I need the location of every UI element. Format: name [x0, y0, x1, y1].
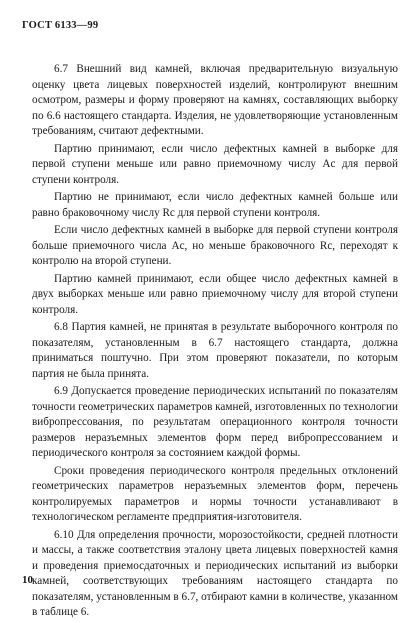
document-header: ГОСТ 6133—99	[22, 20, 99, 31]
paragraph-6-7: 6.7 Внешний вид камней, включая предварительную визуальную оценку цвета лицевых поверхностей изделий, контролируют внешним осмотром, размеры и форму проверяют на камнях, составляющих выборку по 6.6 настоящего стандарта. Изделия, не удовлетворяющие установленным требованиям, считают дефектными.	[32, 63, 398, 137]
document-body	[32, 62, 398, 623]
paragraph-second-stage-transition: Если число дефектных камней в выборке для первой ступени контроля больше приемочного числа Aс, но меньше браковочного Rс, переходят к контролю на второй ступени.	[32, 224, 398, 267]
paragraph-accept-second-stage: Партию камней принимают, если общее число дефектных камней в двух выборках меньше или равно приемочному числу для второй ступени контроля.	[32, 272, 398, 316]
paragraph-6-9: 6.9 Допускается проведение периодических испытаний по показателям точности геометрических параметров камней, изготовленных по технологии вибропрессования, по результатам операционного контроля точности размеров неразъемных элементов форм перед вибропрессованием и периодического контроля за состоянием каждой формы.	[32, 385, 398, 459]
paragraph-reject-first-stage: Партию не принимают, если число дефектных камней больше или равно браковочному числу Rс для первой ступени контроля.	[32, 191, 398, 219]
paragraph-periodic-control: Сроки проведения периодического контроля предельных отклонений геометрических параметров неразъемных элементов форм, перечень контролируемых параметров и нормы точности устанавливают в технологическом регламенте предприятия-изготовителя.	[32, 464, 398, 523]
paragraph-6-8: 6.8 Партия камней, не принятая в результате выборочного контроля по показателям, установленным в 6.7 настоящего стандарта, должна приниматься поштучно. При этом проверяют показатели, по которым партия не была принята.	[32, 321, 398, 380]
page-number: 10	[22, 574, 33, 586]
paragraph-accept-first-stage: Партию принимают, если число дефектных камней в выборке для первой ступени меньше или равно приемочному числу Aс для первой ступени контроля.	[32, 142, 398, 186]
paragraph-6-10: 6.10 Для определения прочности, морозостойкости, средней плотности и массы, а также соответствия эталону цвета лицевых поверхностей камня и проведения приемосдаточных и периодических испытаний из выборки камней, соответствующих требованиям настоящего стандарта по показателям, установленным в 6.7, отбирают камни в количестве, указанном в таблице 6.	[32, 528, 398, 618]
